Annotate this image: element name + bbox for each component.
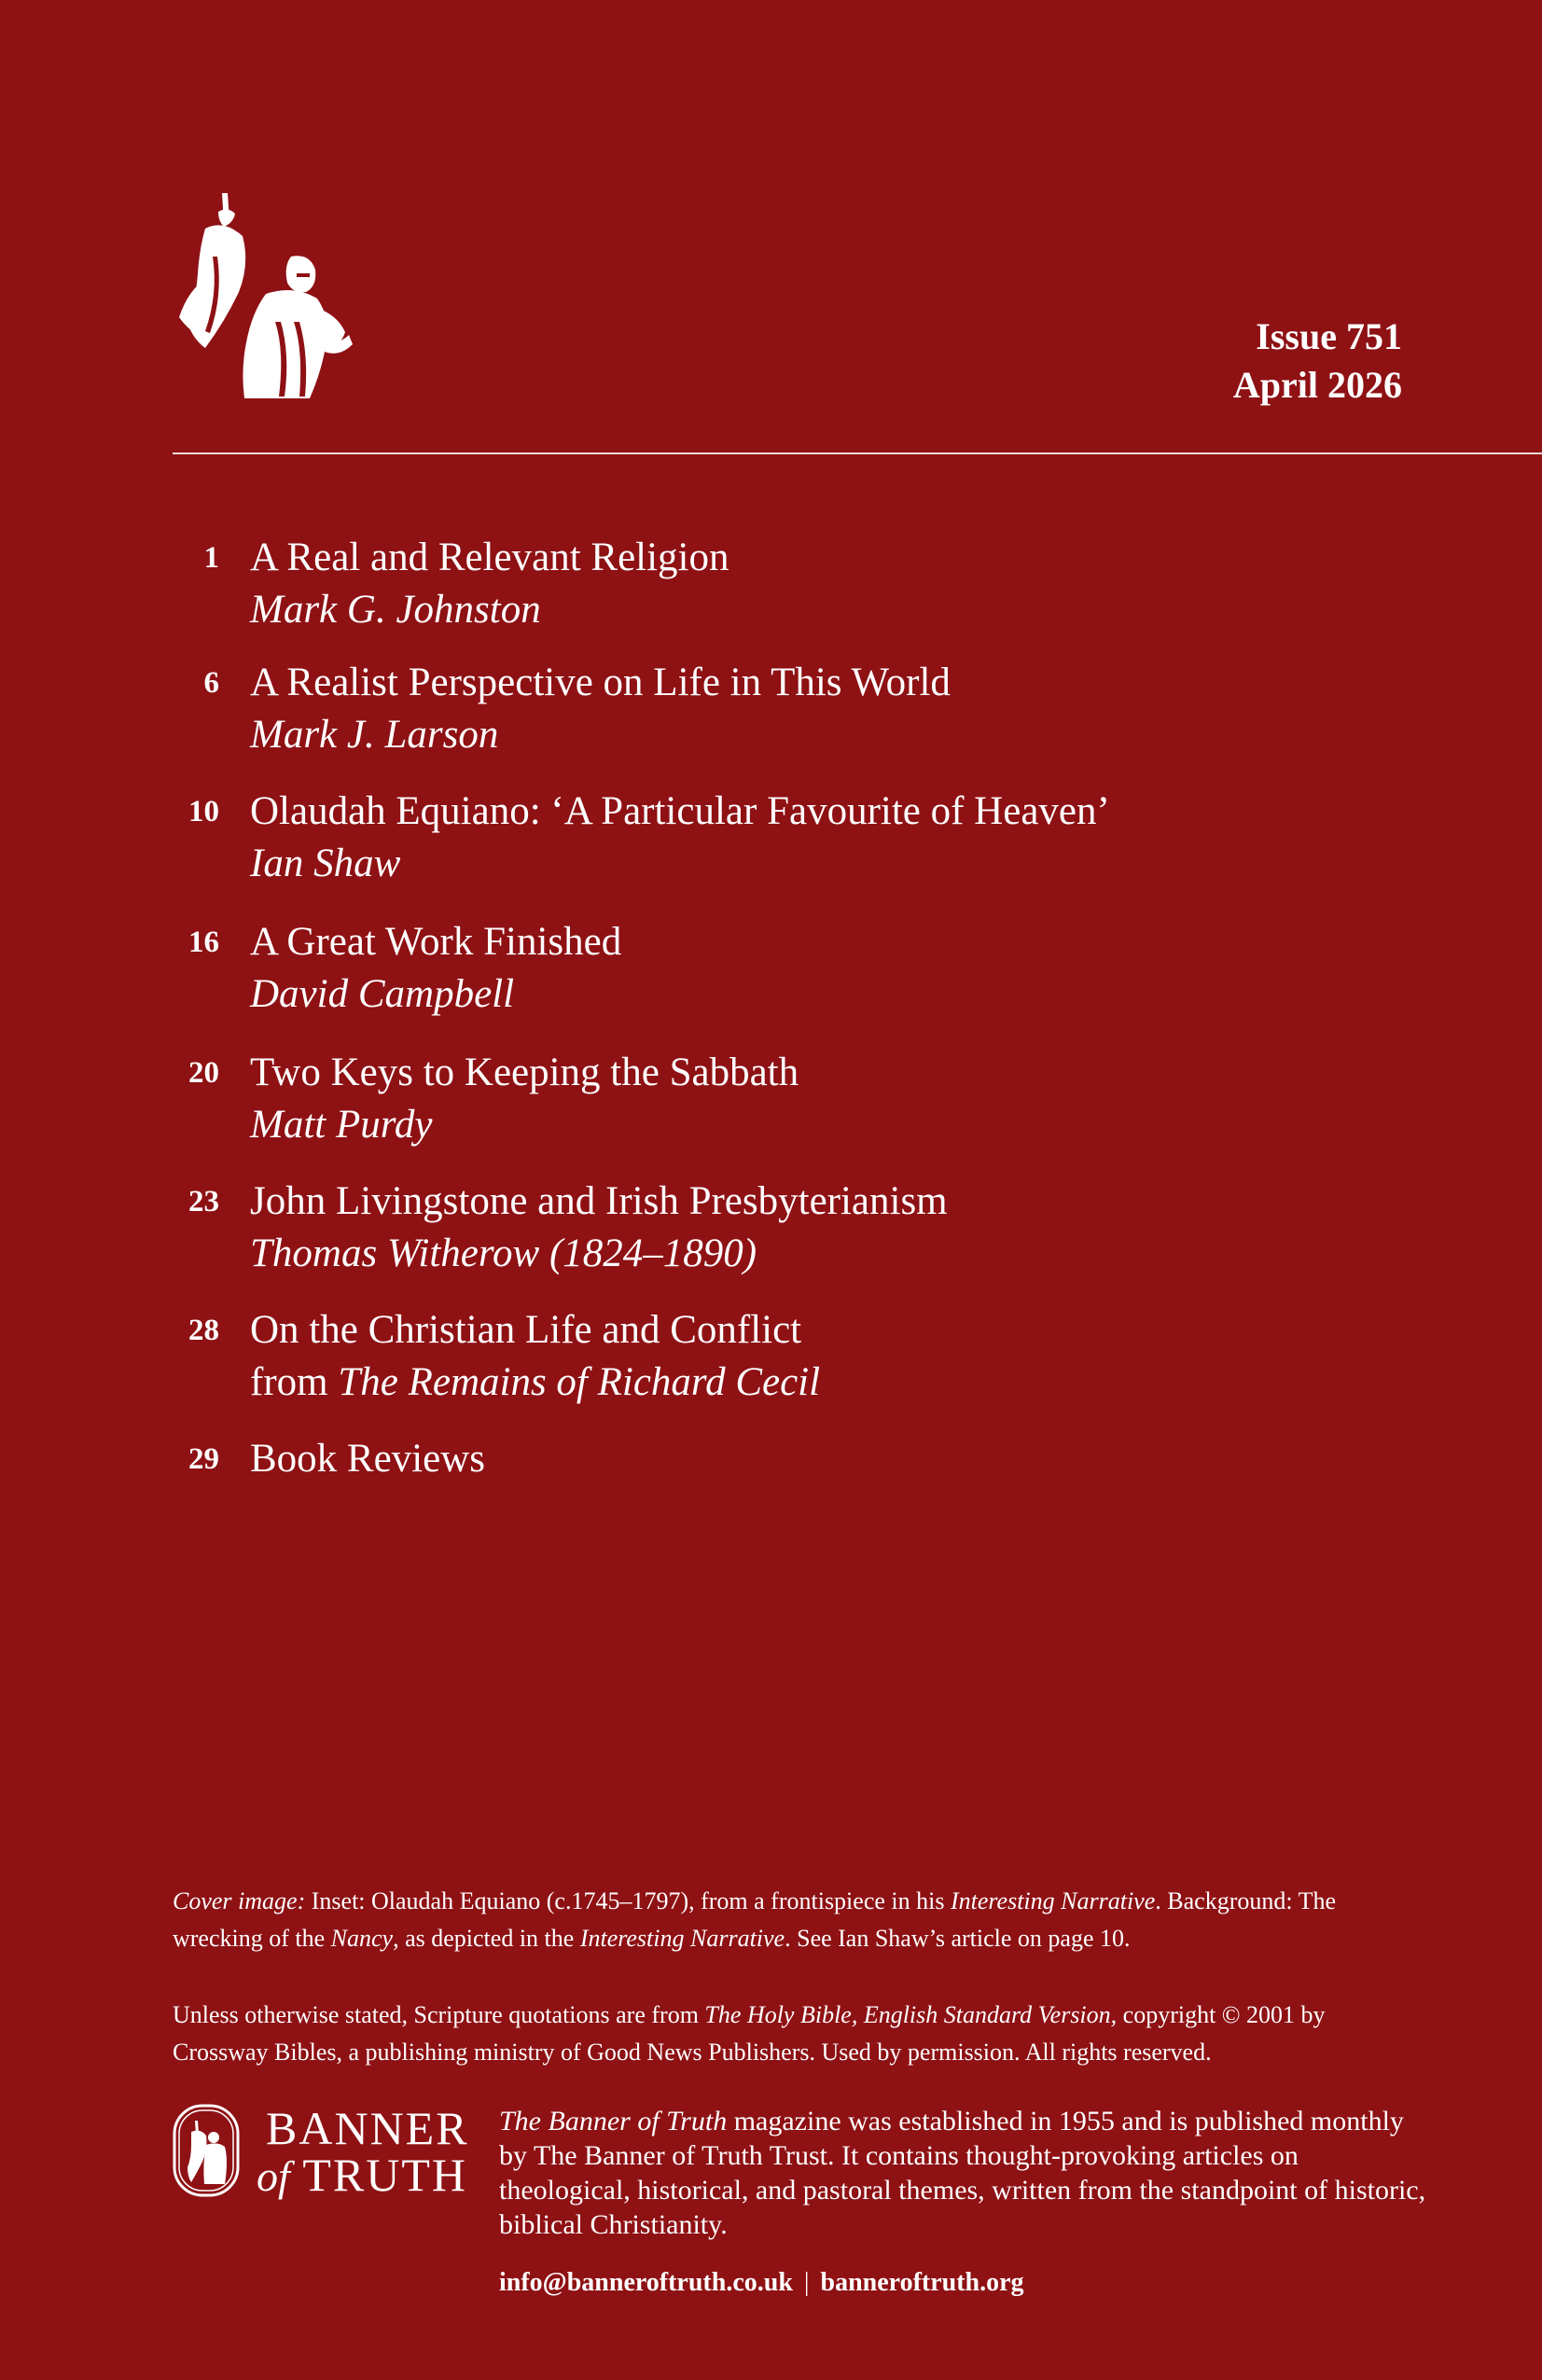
toc-title: Book Reviews	[250, 1437, 486, 1481]
issue-date: April 2026	[1232, 364, 1402, 406]
toc-page-number: 1	[203, 541, 219, 575]
toc-author: Ian Shaw	[250, 842, 401, 885]
toc-page-number: 10	[188, 795, 219, 828]
issue-number: Issue 751	[1256, 315, 1402, 357]
logo-word-of-truth: of TRUTH	[257, 2149, 468, 2201]
scripture-note: Unless otherwise stated, Scripture quotations are from The Holy Bible, English Standard Version, copyright © 2001 by Crossway Bibles, a publishing ministry of Good News Publishers. Used by permission. All rights reserved.	[173, 2001, 1326, 2066]
toc-author: David Campbell	[250, 972, 515, 1016]
toc-title: A Real and Relevant Religion	[250, 536, 729, 579]
email-link[interactable]: info@banneroftruth.co.uk	[499, 2268, 793, 2297]
toc-author: Mark G. Johnston	[250, 588, 541, 632]
toc-title: John Livingstone and Irish Presbyterianism	[250, 1179, 948, 1223]
magazine-description: The Banner of Truth magazine was established in 1955 and is published monthly by The Banner of Truth Trust. It contains thought-provoking articles on theological, historical, and pastoral themes, written from the standpoint of historic, biblical Christianity.	[499, 2106, 1426, 2240]
toc-title: Olaudah Equiano: ‘A Particular Favourite of Heaven’	[250, 789, 1110, 833]
banner-figure-logo-icon	[177, 191, 354, 401]
contact-info	[499, 2264, 1024, 2302]
toc-author: Matt Purdy	[250, 1103, 433, 1147]
toc-page-number: 29	[188, 1442, 219, 1476]
contact-separator: |	[803, 2268, 810, 2297]
toc-page-number: 23	[188, 1185, 219, 1218]
toc-author: Mark J. Larson	[250, 713, 499, 757]
toc-page-number: 20	[188, 1056, 219, 1090]
header-divider	[173, 452, 1542, 454]
toc-page-number: 28	[188, 1314, 219, 1347]
emblem-icon	[173, 2104, 240, 2197]
toc-title: On the Christian Life and Conflict	[250, 1308, 802, 1352]
cover-note-label: Cover image:	[173, 1887, 306, 1914]
toc-title: Two Keys to Keeping the Sabbath	[250, 1051, 799, 1094]
banner-of-truth-logo	[173, 2104, 485, 2202]
website-link[interactable]: banneroftruth.org	[820, 2268, 1024, 2297]
toc-author	[250, 1357, 820, 1409]
toc-page-number: 6	[203, 666, 219, 700]
toc-source-book: The Remains of Richard Cecil	[338, 1360, 821, 1404]
magazine-name: The Banner of Truth	[499, 2106, 728, 2136]
toc-author-prefix: from	[250, 1360, 339, 1404]
toc-author: Thomas Witherow (1824–1890)	[250, 1232, 757, 1275]
logo-word-banner: BANNER	[266, 2102, 469, 2154]
toc-title: A Realist Perspective on Life in This World	[250, 661, 951, 704]
toc-title: A Great Work Finished	[250, 920, 622, 964]
cover-image-note: Cover image: Inset: Olaudah Equiano (c.1745–1797), from a frontispiece in his Interesting Narrative. Background: The wrecking of the Nancy, as depicted in the Interesting Narrative. See Ian Shaw’s article on page 10.	[173, 1887, 1337, 1952]
issue-info	[1233, 313, 1402, 410]
toc-page-number: 16	[188, 926, 219, 959]
